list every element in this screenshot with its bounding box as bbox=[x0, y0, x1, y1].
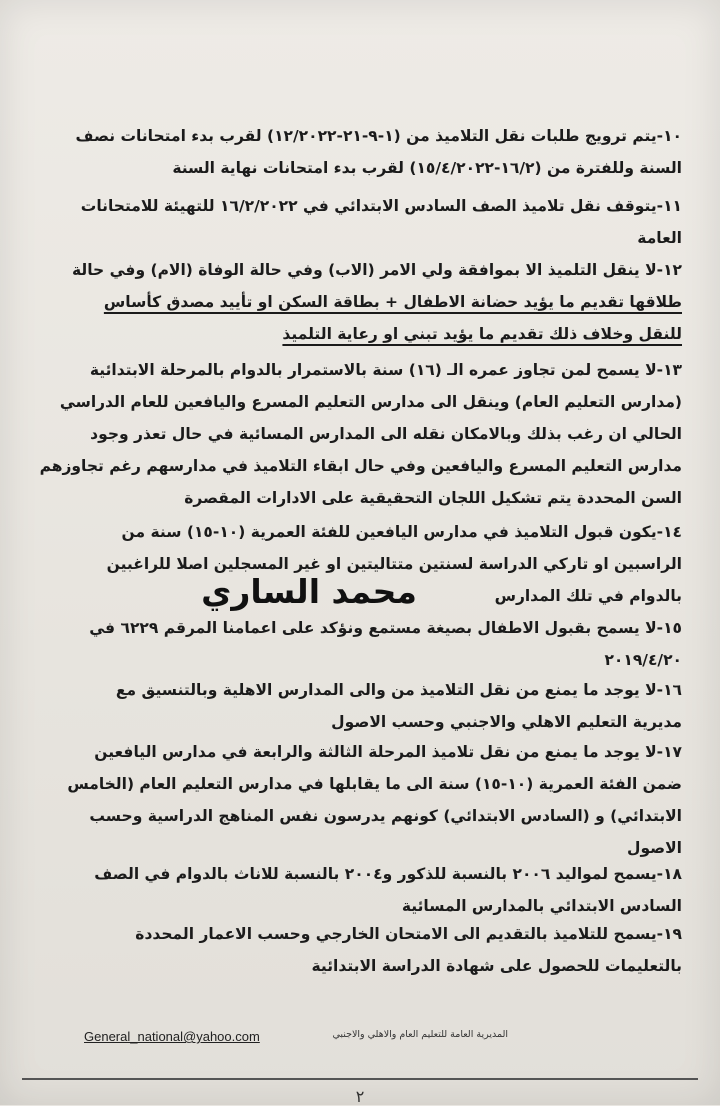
clause-12 bbox=[38, 254, 682, 350]
clause-10-line-1: ١٠-يتم ترويج طلبات نقل التلاميذ من (١-٩-٢١-١٢/٢٠٢٢) لقرب بدء امتحانات نصف bbox=[75, 127, 682, 145]
clause-17-line-1: ١٧-لا يوجد ما يمنع من نقل تلاميذ المرحلة الثالثة والرابعة في مدارس اليافعين bbox=[94, 743, 682, 761]
clause-13-line-3: الحالي ان رغب بذلك وبالامكان نقله الى المدارس المسائية في حال تعذر وجود bbox=[90, 425, 682, 443]
clause-16-line-1: ١٦-لا يوجد ما يمنع من نقل التلاميذ من والى المدارس الاهلية وبالتنسيق مع bbox=[115, 681, 682, 699]
clause-13-line-2: (مدارس التعليم العام) وينقل الى مدارس التعليم المسرع واليافعين للعام الدراسي bbox=[59, 393, 682, 411]
clause-11-line-2: العامة bbox=[637, 229, 682, 247]
clause-11 bbox=[38, 190, 682, 254]
clause-16-line-2: مديرية التعليم الاهلي والاجنبي وحسب الاصول bbox=[331, 713, 682, 731]
clause-17-line-4: الاصول bbox=[627, 839, 682, 857]
clause-10-line-2: السنة وللفترة من (١٦/٢-١٥/٤/٢٠٢٢) لقرب بدء امتحانات نهاية السنة bbox=[172, 159, 682, 177]
clause-12-line-1: ١٢-لا ينقل التلميذ الا بموافقة ولي الامر (الاب) وفي حالة الوفاة (الام) وفي حالة bbox=[72, 261, 682, 279]
clause-18 bbox=[38, 858, 682, 922]
clause-12-line-3: للنقل وخلاف ذلك تقديم ما يؤيد تبني او رعاية التلميذ bbox=[282, 325, 682, 343]
clause-10 bbox=[38, 120, 682, 184]
clause-17-line-2: ضمن الفئة العمرية (١٠-١٥) سنة الى ما يقابلها في مدارس التعليم العام (الخامس bbox=[67, 775, 682, 793]
clause-19 bbox=[38, 918, 682, 982]
clause-15-line-2: ٢٠١٩/٤/٢٠ bbox=[604, 651, 682, 669]
clause-19-line-1: ١٩-يسمح للتلاميذ بالتقديم الى الامتحان الخارجي وحسب الاعمار المحددة bbox=[135, 925, 682, 943]
clause-13-line-4: مدارس التعليم المسرع واليافعين وفي حال ابقاء التلاميذ في مدارسهم رغم تجاوزهم bbox=[39, 457, 682, 475]
watermark-name: محمد الساري bbox=[201, 572, 417, 611]
clause-11-line-1: ١١-يتوقف نقل تلاميذ الصف السادس الابتدائي في ١٦/٢/٢٠٢٢ للتهيئة للامتحانات bbox=[80, 197, 682, 215]
clause-18-line-2: السادس الابتدائي بالمدارس المسائية bbox=[401, 897, 682, 915]
clause-17-line-3: الابتدائي) و (السادس الابتدائي) كونهم يدرسون نفس المناهج الدراسية وحسب bbox=[89, 807, 682, 825]
clause-14-line-2: الراسبين او تاركي الدراسة لسنتين متتاليتين او غير المسجلين اصلا للراغبين bbox=[106, 555, 682, 573]
clause-15-line-1: ١٥-لا يسمح بقبول الاطفال بصيغة مستمع ونؤكد على اعمامنا المرقم ٦٢٢٩ في bbox=[89, 619, 682, 637]
footer-department: المديرية العامة للتعليم العام والاهلي والاجنبي bbox=[332, 1029, 508, 1040]
clause-16 bbox=[38, 674, 682, 738]
footer-divider bbox=[22, 1078, 698, 1080]
clause-15 bbox=[38, 612, 682, 676]
footer-email-link[interactable]: General_national@yahoo.com bbox=[84, 1029, 260, 1044]
clause-13-line-5: السن المحددة يتم تشكيل اللجان التحقيقية على الادارات المقصرة bbox=[184, 489, 682, 507]
clause-18-line-1: ١٨-يسمح لمواليد ٢٠٠٦ بالنسبة للذكور و٢٠٠٤ بالنسبة للاناث بالدوام في الصف bbox=[94, 865, 682, 883]
clause-12-line-2: طلاقها تقديم ما يؤيد حضانة الاطفال + بطاقة السكن او تأييد مصدق كأساس bbox=[103, 293, 682, 311]
clause-19-line-2: بالتعليمات للحصول على شهادة الدراسة الابتدائية bbox=[311, 957, 682, 975]
clause-14-line-1: ١٤-يكون قبول التلاميذ في مدارس اليافعين للفئة العمرية (١٠-١٥) سنة من bbox=[121, 523, 682, 541]
clause-14-line-3: بالدوام في تلك المدارس bbox=[494, 587, 682, 605]
clause-17 bbox=[38, 736, 682, 864]
clause-13-line-1: ١٣-لا يسمح لمن تجاوز عمره الـ (١٦) سنة بالاستمرار بالدوام بالمرحلة الابتدائية bbox=[89, 361, 682, 379]
clause-13 bbox=[38, 354, 682, 514]
page-number: ٢ bbox=[355, 1087, 365, 1106]
